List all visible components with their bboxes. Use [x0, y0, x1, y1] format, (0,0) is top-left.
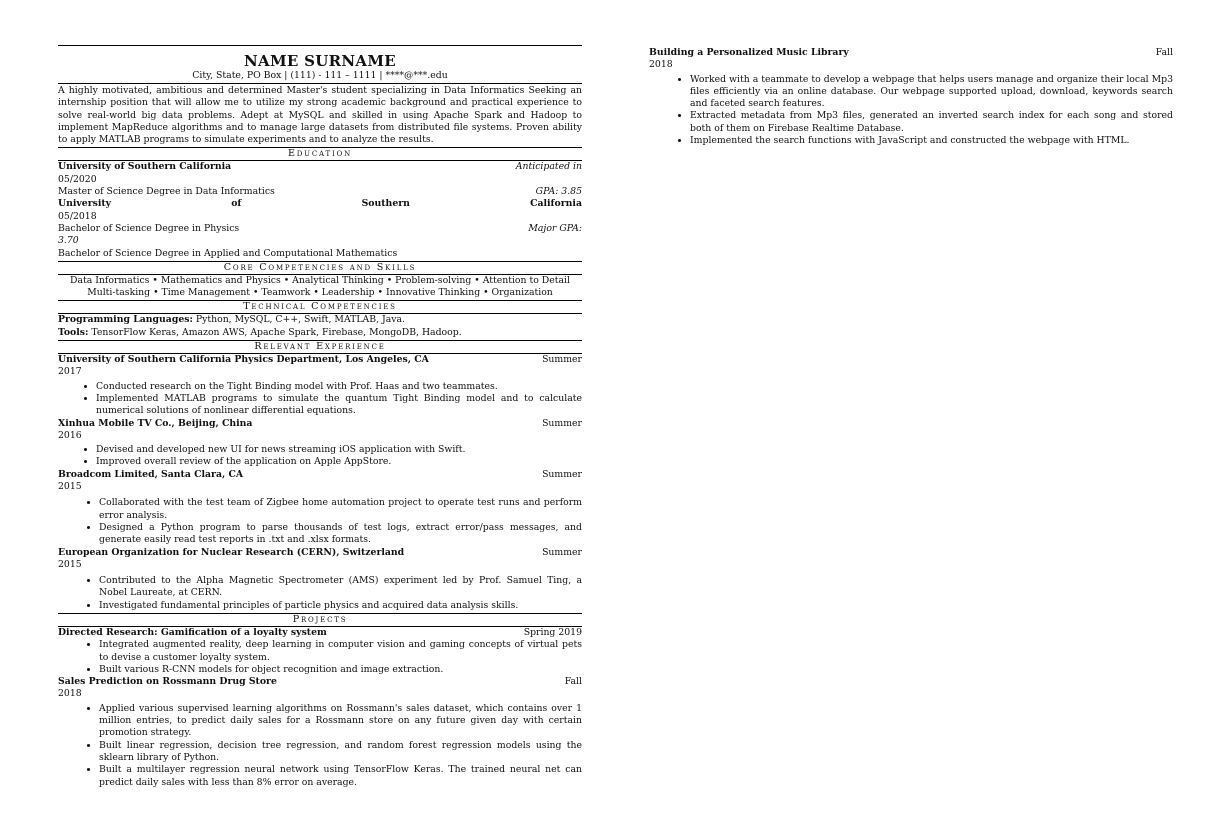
project-entry: [58, 627, 582, 676]
project-term: Fall: [1155, 47, 1173, 58]
job-entry: [58, 354, 582, 417]
section-education: Education: [58, 147, 582, 161]
section-competencies: Core Competencies and Skills: [58, 261, 582, 275]
summary-paragraph: A highly motivated, ambitious and determined Master's student specializing in Data Informatics Seeking an internship position that will allow me to utilize my strong academic background and practical experience to solve real-world big data problems. Adept at MySQL and skilled in using Apache Spark and Hadoop to implement MapReduce algorithms and to manage large datasets from distributed file systems. Proven ability to apply MATLAB programs to simulate experiments and to analyze the results.: [58, 85, 582, 146]
job-bullet: • Investigated fundamental principles of particle physics and acquired data analysis skills.: [99, 600, 582, 612]
job-term: Summer: [542, 546, 582, 558]
job-year: 2017: [58, 366, 82, 378]
grad-date: 05/2018: [58, 210, 97, 222]
job-entry: [58, 418, 582, 469]
degree: Bachelor of Science Degree in Physics: [58, 222, 240, 234]
project-bullet: • Applied various supervised learning algorithms on Rossmann's sales dataset, which contains over 1 million entries, to predict daily sales for a Rossmann store on any future given day with certain promotion strategy.: [99, 703, 582, 740]
job-org: Broadcom Limited, Santa Clara, CA: [58, 468, 244, 480]
job-year: 2016: [58, 429, 82, 441]
job-org: European Organization for Nuclear Research (CERN), Switzerland: [58, 546, 405, 558]
section-technical: Technical Competencies: [58, 300, 582, 314]
project-year: 2018: [649, 59, 673, 71]
competencies-line: Multi-tasking • Time Management • Teamwork • Leadership • Innovative Thinking • Organization: [87, 287, 553, 299]
job-org: Xinhua Mobile TV Co., Beijing, China: [58, 417, 253, 429]
school-name: University of Southern California: [58, 161, 232, 173]
job-org: University of Southern California Physics Department, Los Angeles, CA: [58, 354, 429, 366]
project-entry: [58, 676, 582, 789]
project-bullet: • Built linear regression, decision tree regression, and random forest regression models using the sklearn library of Python.: [99, 740, 582, 765]
gpa-label: Major GPA:: [528, 222, 582, 234]
section-projects: Projects: [58, 613, 582, 627]
project-bullet: • Implemented the search functions with JavaScript and constructed the webpage with HTML.: [690, 135, 1173, 147]
job-year: 2015: [58, 558, 82, 570]
project-bullet: • Built various R-CNN models for object recognition and image extraction.: [99, 664, 582, 676]
project-bullet: • Built a multilayer regression neural network using TensorFlow Keras. The trained neural net can predict daily sales with less than 8% error on average.: [99, 764, 582, 789]
job-year: 2015: [58, 481, 82, 493]
project-term: Fall: [564, 676, 582, 688]
job-bullet: • Contributed to the Alpha Magnetic Spectrometer (AMS) experiment led by Prof. Samuel Ting, a Nobel Laureate, at CERN.: [99, 575, 582, 600]
left-column: [58, 0, 582, 789]
job-bullet: • Collaborated with the test team of Zigbee home automation project to operate test runs and perform error analysis.: [99, 497, 582, 522]
job-bullet: • Improved overall review of the application on Apple AppStore.: [96, 456, 582, 468]
tools: Tools: TensorFlow Keras, Amazon AWS, Apache Spark, Firebase, MongoDB, Hadoop.: [58, 326, 462, 338]
school-name: University of Southern California: [58, 198, 582, 210]
contact-line: City, State, PO Box | (111) - 111 – 1111 | ****@***.edu: [58, 70, 582, 84]
project-bullet: • Extracted metadata from Mp3 files, generated an inverted search index for each song and stored both of them on Firebase Realtime Database.: [690, 110, 1173, 135]
education-entry-2: [58, 198, 582, 259]
project-year: 2018: [58, 688, 82, 700]
section-experience: Relevant Experience: [58, 340, 582, 354]
project-entry: [649, 47, 1173, 147]
job-term: Summer: [542, 354, 582, 366]
project-bullet: • Worked with a teammate to develop a webpage that helps users manage and organize their local Mp3 files efficiently via an online database. Our webpage supported upload, download, keywords search and faceted search features.: [690, 74, 1173, 111]
candidate-name: NAME SURNAME: [244, 52, 396, 70]
programming-languages: Programming Languages: Python, MySQL, C++, Swift, MATLAB, Java.: [58, 314, 406, 326]
job-bullet: • Devised and developed new UI for news streaming iOS application with Swift.: [96, 444, 582, 456]
job-bullet: • Conducted research on the Tight Binding model with Prof. Haas and two teammates.: [96, 381, 582, 393]
education-entry-1: [58, 161, 582, 198]
job-term: Summer: [542, 417, 582, 429]
grad-date: 05/2020: [58, 173, 97, 185]
job-bullet: • Implemented MATLAB programs to simulate the quantum Tight Binding model and to calculate numerical solutions of nonlinear differential equations.: [96, 393, 582, 418]
degree: Bachelor of Science Degree in Applied and Computational Mathematics: [58, 247, 398, 259]
gpa: GPA: 3.85: [535, 186, 582, 198]
job-entry: [58, 547, 582, 612]
project-term: Spring 2019: [523, 626, 582, 638]
project-title: Sales Prediction on Rossmann Drug Store: [58, 676, 277, 688]
project-bullet: • Integrated augmented reality, deep learning in computer vision and gaming concepts of virtual pets to devise a customer loyalty system.: [99, 639, 582, 664]
project-title: Building a Personalized Music Library: [649, 47, 849, 58]
gpa-value: 3.70: [58, 235, 79, 247]
job-term: Summer: [542, 468, 582, 480]
degree: Master of Science Degree in Data Informatics: [58, 186, 275, 198]
grad-date-label: Anticipated in: [515, 161, 582, 173]
job-entry: [58, 469, 582, 547]
competencies-line: Data Informatics • Mathematics and Physics • Analytical Thinking • Problem-solving • Attention to Detail: [70, 274, 570, 286]
right-column: [649, 47, 1173, 147]
job-bullet: • Designed a Python program to parse thousands of test logs, extract error/pass messages, and generate easily read test reports in .txt and .xlsx formats.: [99, 522, 582, 547]
project-title: Directed Research: Gamification of a loyalty system: [58, 626, 327, 638]
